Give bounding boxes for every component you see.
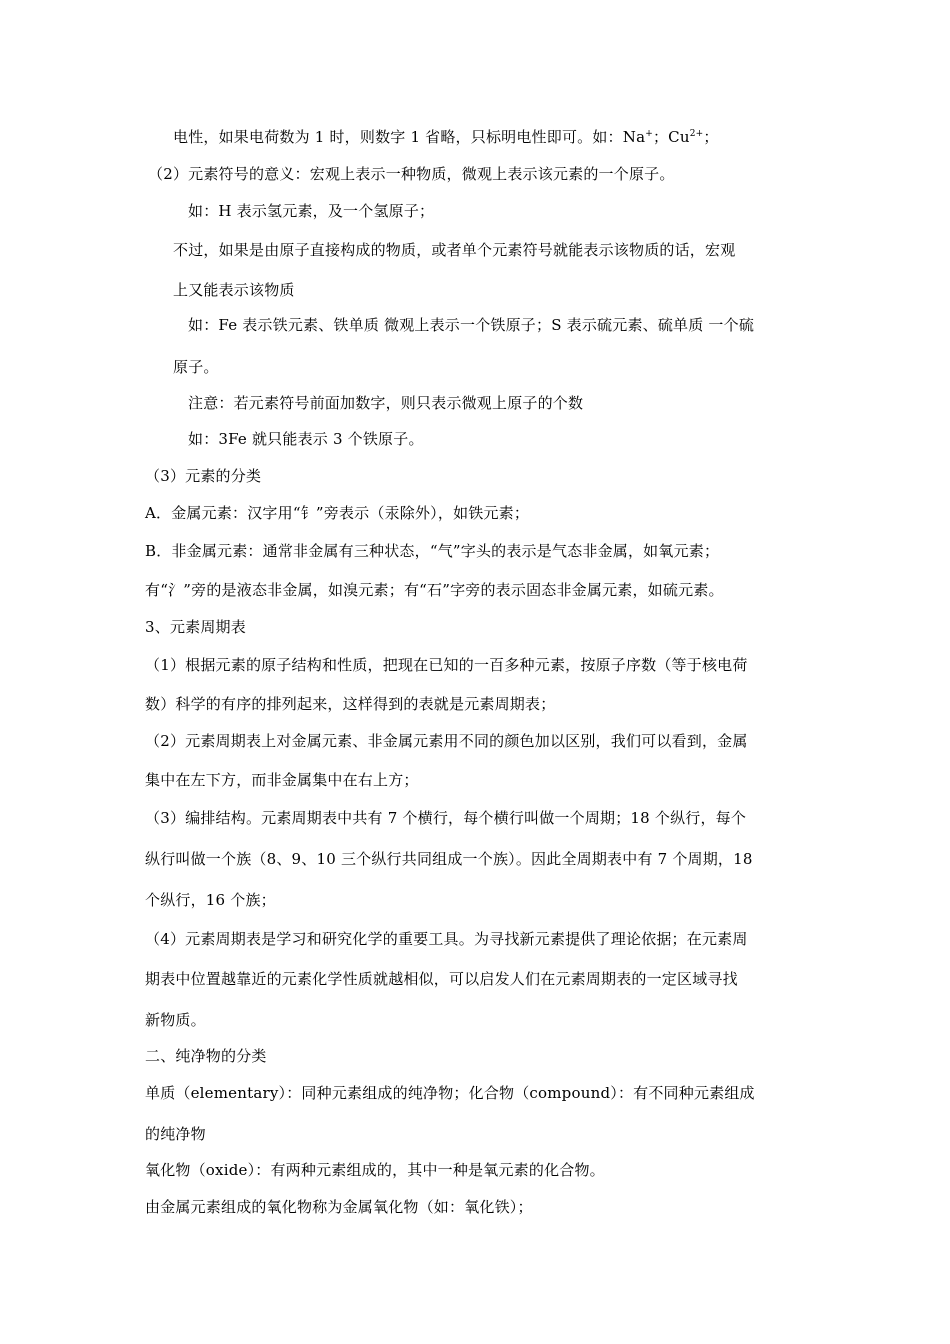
text-line: A．金属元素：汉字用“钅”旁表示（汞除外），如铁元素；: [145, 504, 530, 522]
text-line: 单质（elementary）：同种元素组成的纯净物；化合物（compound）：有不同种元素组成: [145, 1084, 755, 1102]
text-line: 注意：若元素符号前面加数字，则只表示微观上原子的个数: [188, 394, 584, 412]
text-line: （3）编排结构。元素周期表中共有 7 个横行，每个横行叫做一个周期；18 个纵行，每个: [145, 809, 747, 827]
text-line: 新物质。: [145, 1011, 206, 1029]
text-line: （4）元素周期表是学习和研究化学的重要工具。为寻找新元素提供了理论依据；在元素周: [145, 930, 748, 948]
text-line: 集中在左下方，而非金属集中在右上方；: [145, 771, 419, 789]
text-line: 不过，如果是由原子直接构成的物质，或者单个元素符号就能表示该物质的话，宏观: [173, 241, 736, 259]
text-line: （2）元素周期表上对金属元素、非金属元素用不同的颜色加以区别，我们可以看到，金属: [145, 732, 748, 750]
section-heading: 3、元素周期表: [145, 618, 246, 636]
text-line: 有“氵”旁的是液态非金属，如溴元素；有“石”字旁的表示固态非金属元素，如硫元素。: [145, 581, 724, 599]
text-line: 如：H 表示氢元素，及一个氢原子；: [188, 202, 435, 220]
charge-superscript: +: [645, 129, 653, 139]
text-span: 电性，如果电荷数为 1 时，则数字 1 省略，只标明电性即可。如：Na: [173, 128, 646, 146]
text-line: 如：Fe 表示铁元素、铁单质 微观上表示一个铁原子；S 表示硫元素、硫单质 一个硫: [188, 316, 755, 334]
text-line: 期表中位置越靠近的元素化学性质就越相似，可以启发人们在元素周期表的一定区域寻找: [145, 970, 738, 988]
section-heading: （3）元素的分类: [145, 467, 262, 485]
section-heading: 二、纯净物的分类: [145, 1047, 267, 1065]
text-line: 数）科学的有序的排列起来，这样得到的表就是元素周期表；: [145, 695, 556, 713]
text-span: ；Cu: [652, 128, 690, 146]
text-line: 氧化物（oxide）：有两种元素组成的，其中一种是氧元素的化合物。: [145, 1161, 605, 1179]
text-span: ；: [703, 128, 719, 146]
text-line: 纵行叫做一个族（8、9、10 三个纵行共同组成一个族）。因此全周期表中有 7 个周期，18: [145, 850, 753, 868]
text-line: 上又能表示该物质: [173, 281, 295, 299]
text-line: 如：3Fe 就只能表示 3 个铁原子。: [188, 430, 424, 448]
text-line: B．非金属元素：通常非金属有三种状态，“气”字头的表示是气态非金属，如氧元素；: [145, 542, 720, 560]
text-line: 由金属元素组成的氧化物称为金属氧化物（如：氧化铁）；: [145, 1198, 533, 1216]
text-line: 原子。: [173, 358, 219, 376]
text-line: 的纯净物: [145, 1125, 206, 1143]
text-line: （1）根据元素的原子结构和性质，把现在已知的一百多种元素，按原子序数（等于核电荷: [145, 656, 748, 674]
text-line: 个纵行，16 个族；: [145, 891, 276, 909]
text-line: [173, 127, 719, 147]
charge-superscript: 2+: [689, 129, 704, 139]
text-line: （2）元素符号的意义：宏观上表示一种物质，微观上表示该元素的一个原子。: [148, 165, 675, 183]
